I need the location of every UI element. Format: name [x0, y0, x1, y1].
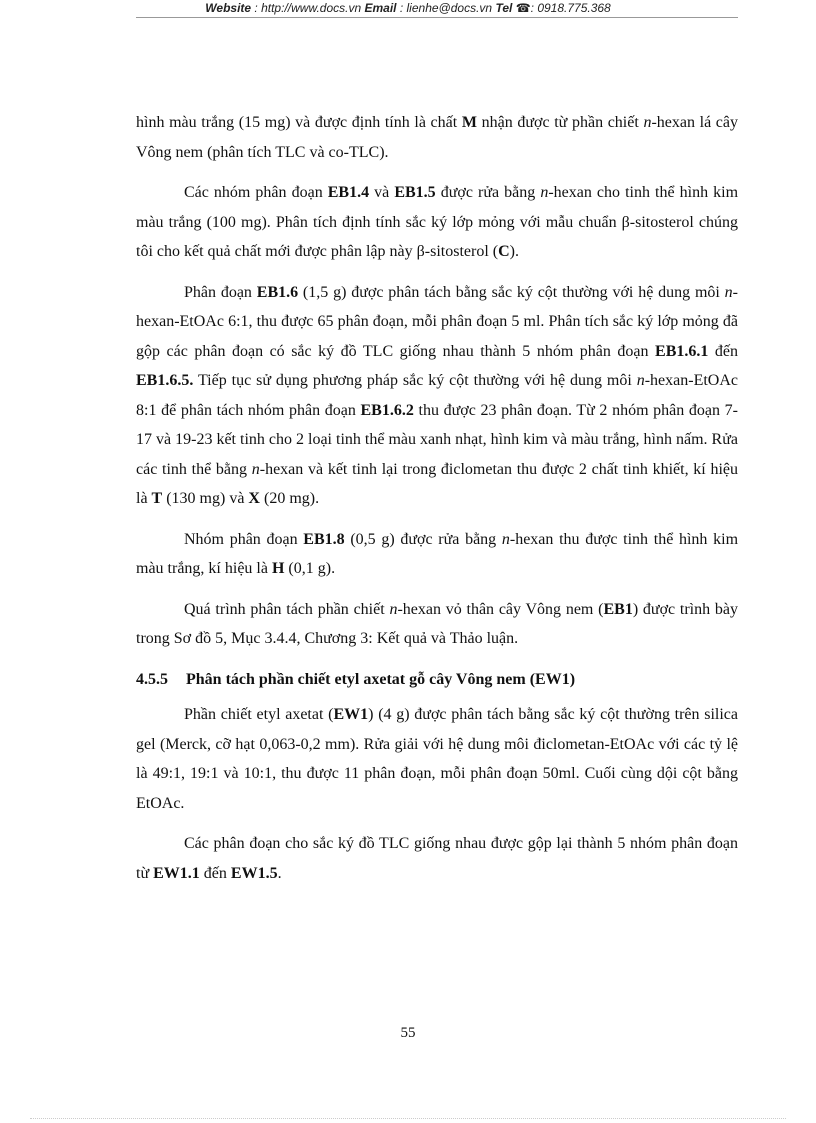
email-link[interactable]: lienhe@docs.vn	[406, 1, 493, 15]
section-heading	[136, 665, 738, 695]
section-title: Phân tách phần chiết etyl axetat gỗ cây Vông nem (EW1)	[186, 670, 576, 688]
header-divider	[136, 17, 738, 18]
website-link[interactable]: http://www.docs.vn	[261, 1, 362, 15]
tel-value: 0918.775.368	[537, 1, 611, 15]
document-body	[136, 108, 738, 899]
page-bottom-divider	[30, 1118, 786, 1119]
phone-icon: ☎	[515, 1, 531, 15]
tel-label: Tel	[495, 1, 513, 15]
paragraph-1: hình màu trắng (15 mg) và được định tính là chất M nhận được từ phần chiết n-hexan lá cây Vông nem (phân tích TLC và co-TLC).	[136, 114, 739, 161]
page-header: Website : http://www.docs.vn Email : lienhe@docs.vn Tel ☎: 0918.775.368	[205, 1, 611, 15]
paragraph-3: Phân đoạn EB1.6 (1,5 g) được phân tách bằng sắc ký cột thường với hệ dung môi n-hexan-EtOAc 6:1, thu được 65 phân đoạn, mỗi phân đoạn 5 ml. Phân tích sắc ký lớp mỏng đã gộp các phân đoạn có sắc ký đồ TLC giống nhau thành 5 nhóm phân đoạn EB1.6.1 đến EB1.6.5. Tiếp tục sử dụng phương pháp sắc ký cột thường với hệ dung môi n-hexan-EtOAc 8:1 để phân tách nhóm phân đoạn EB1.6.2 thu được 23 phân đoạn. Từ 2 nhóm phân đoạn 7-17 và 19-23 kết tinh cho 2 loại tinh thể màu xanh nhạt, hình kim và màu trắng, hình nấm. Rửa các tinh thể bằng n-hexan và kết tinh lại trong điclometan thu được 2 chất tinh khiết, kí hiệu là T (130 mg) và X (20 mg).	[136, 283, 739, 507]
paragraph-7: Các phân đoạn cho sắc ký đồ TLC giống nhau được gộp lại thành 5 nhóm phân đoạn từ EW1.1 đến EW1.5.	[136, 835, 738, 882]
email-label: Email	[364, 1, 397, 15]
website-label: Website	[205, 1, 252, 15]
paragraph-4: Nhóm phân đoạn EB1.8 (0,5 g) được rửa bằng n-hexan thu được tinh thể hình kim màu trắng, kí hiệu là H (0,1 g).	[136, 530, 739, 577]
paragraph-5: Quá trình phân tách phần chiết n-hexan vỏ thân cây Vông nem (EB1) được trình bày trong Sơ đồ 5, Mục 3.4.4, Chương 3: Kết quả và Thảo luận.	[136, 600, 738, 647]
page-number: 55	[400, 1025, 416, 1041]
paragraph-6: Phần chiết etyl axetat (EW1) (4 g) được phân tách bằng sắc ký cột thường trên silica gel (Merck, cỡ hạt 0,063-0,2 mm). Rửa giải với hệ dung môi điclometan-EtOAc với các tỷ lệ là 49:1, 19:1 và 10:1, thu được 11 phân đoạn, mỗi phân đoạn 50ml. Cuối cùng dội cột bằng EtOAc.	[136, 706, 739, 812]
section-number: 4.5.5	[136, 670, 168, 688]
paragraph-2: Các nhóm phân đoạn EB1.4 và EB1.5 được rửa bằng n-hexan cho tinh thể hình kim màu trắng (100 mg). Phân tích định tính sắc ký lớp mỏng với mẫu chuẩn β-sitosterol chúng tôi cho kết quả chất mới được phân lập này β-sitosterol (C).	[136, 184, 739, 260]
